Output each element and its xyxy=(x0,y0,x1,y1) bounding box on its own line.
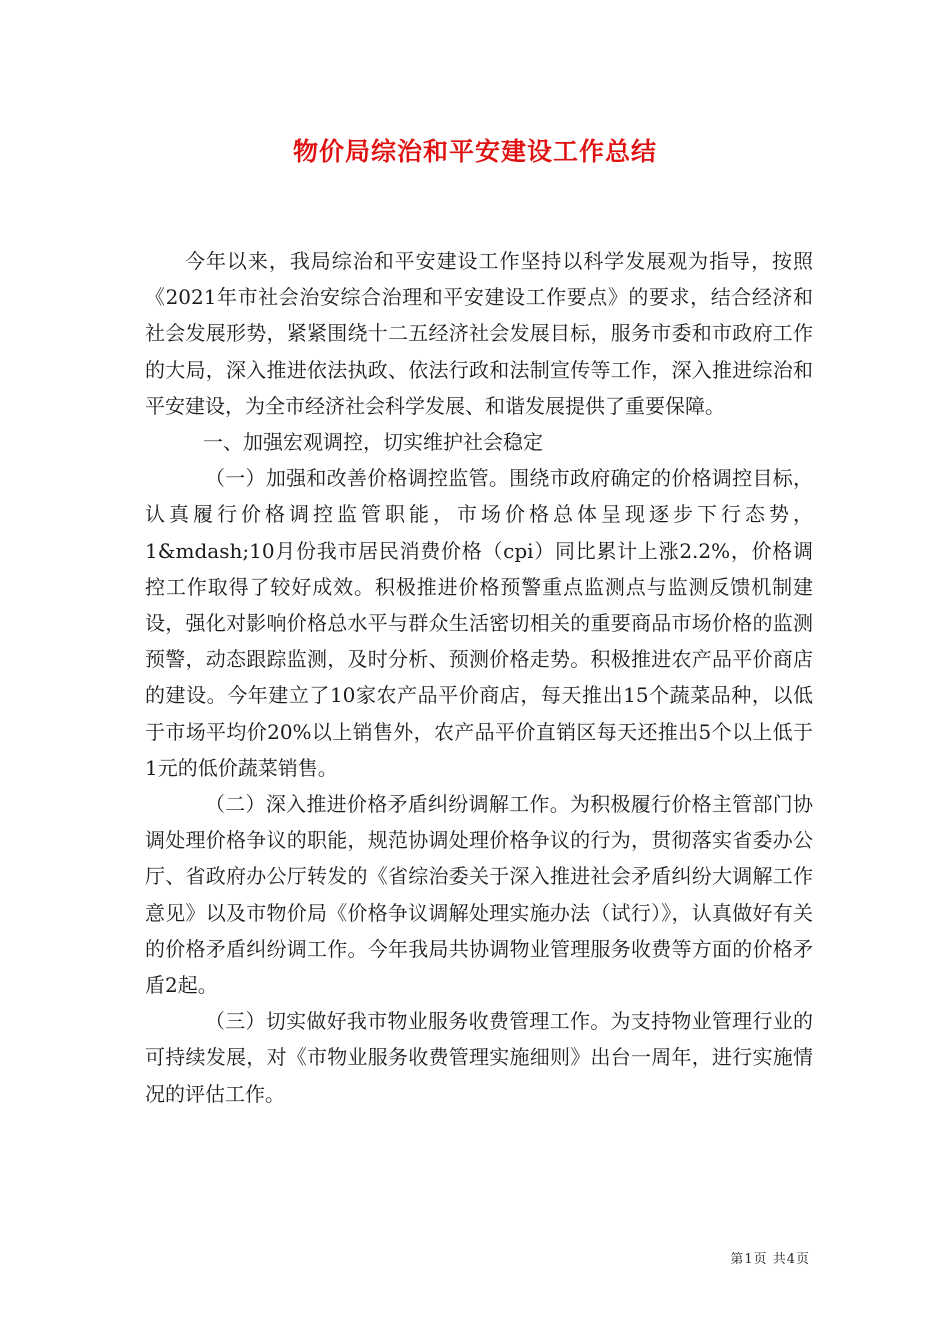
page-number: 第1页 共4页 xyxy=(730,1252,810,1267)
subsection-paragraph-1: （一）加强和改善价格调控监管。围绕市政府确定的价格调控目标，认真履行价格调控监管职能，市场价格总体呈现逐步下行态势，1&mdash;10月份我市居民消费价格（cpi）同比累计上涨2.2%，价格调控工作取得了较好成效。积极推进价格预警重点监测点与监测反馈机制建设，强化对影响价格总水平与群众生活密切相关的重要商品市场价格的监测预警，动态跟踪监测，及时分析、预测价格走势。积极推进农产品平价商店的建设。今年建立了10家农产品平价商店，每天推出15个蔬菜品种，以低于市场平均价20%以上销售外，农产品平价直销区每天还推出5个以上低于1元的低价蔬菜销售。 xyxy=(145,466,813,780)
section-heading-1: 一、加强宏观调控，切实维护社会稳定 xyxy=(203,430,543,455)
document-body xyxy=(145,243,813,1112)
subsection-paragraph-2: （二）深入推进价格矛盾纠纷调解工作。为积极履行价格主管部门协调处理价格争议的职能，规范协调处理价格争议的行为，贯彻落实省委办公厅、省政府办公厅转发的《省综治委关于深入推进社会矛盾纠纷大调解工作意见》以及市物价局《价格争议调解处理实施办法（试行）》，认真做好有关的价格矛盾纠纷调工作。今年我局共协调物业管理服务收费等方面的价格矛盾2起。 xyxy=(145,792,813,998)
subsection-paragraph-3: （三）切实做好我市物业服务收费管理工作。为支持物业管理行业的可持续发展，对《市物业服务收费管理实施细则》出台一周年，进行实施情况的评估工作。 xyxy=(145,1009,813,1106)
intro-paragraph: 今年以来，我局综治和平安建设工作坚持以科学发展观为指导，按照《2021年市社会治安综合治理和平安建设工作要点》的要求，结合经济和社会发展形势，紧紧围绕十二五经济社会发展目标，服务市委和市政府工作的大局，深入推进依法执政、依法行政和法制宣传等工作，深入推进综治和平安建设，为全市经济社会科学发展、和谐发展提供了重要保障。 xyxy=(145,249,813,418)
document-title: 物价局综治和平安建设工作总结 xyxy=(292,137,657,166)
